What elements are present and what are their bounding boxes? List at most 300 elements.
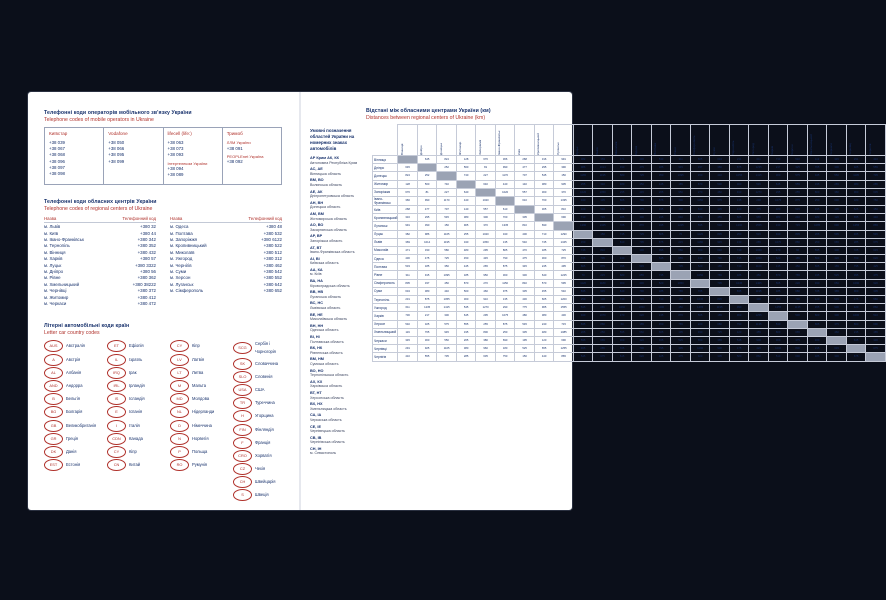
matrix-cell: 316: [534, 156, 554, 164]
country-code-badge: GB: [44, 420, 63, 432]
matrix-cell: 945: [807, 172, 827, 180]
matrix-cell: 824: [398, 172, 418, 180]
matrix-cell: 60: [612, 320, 632, 328]
matrix-cell: 1195: [710, 304, 730, 312]
matrix-cell: 305: [866, 287, 886, 295]
regional-codes-header: [44, 216, 156, 223]
matrix-cell: 380: [768, 214, 788, 222]
matrix-cell: 725: [846, 246, 866, 254]
region-name: Автономна Республіка Крим: [310, 160, 358, 165]
matrix-cell: 875: [495, 320, 515, 328]
matrix-cell: 300: [476, 214, 496, 222]
matrix-cell: 480: [768, 205, 788, 213]
plate-code: ВТ, НТ: [310, 390, 322, 395]
country-code-badge: M: [170, 380, 189, 392]
city-name: м. Чернігів: [170, 262, 192, 268]
matrix-cell: 135: [495, 238, 515, 246]
matrix-cell: 790: [788, 296, 808, 304]
country-code-badge: GR: [44, 433, 63, 445]
plate-legend-item: [310, 413, 366, 422]
matrix-cell: 557: [476, 205, 496, 213]
matrix-cell: 835: [710, 296, 730, 304]
matrix-cell: 217: [417, 312, 437, 320]
matrix-cell: 545: [534, 172, 554, 180]
list-item: [233, 489, 288, 501]
matrix-column-header: Житомир: [456, 125, 476, 156]
matrix-cell: 440: [534, 353, 554, 361]
matrix-cell: 1135: [749, 320, 769, 328]
plate-legend-item: [310, 402, 366, 411]
matrix-cell: 445: [651, 180, 671, 188]
matrix-cell: 340: [573, 196, 593, 205]
matrix-cell: 675: [866, 345, 886, 353]
plate-code: ВО, НО: [310, 368, 324, 373]
country-code-badge: N: [170, 433, 189, 445]
country-name: Чехія: [255, 466, 266, 472]
matrix-cell: 485: [866, 328, 886, 336]
country-name: Кіпр: [129, 448, 137, 454]
matrix-cell: [398, 156, 418, 164]
matrix-cell: 215: [671, 238, 691, 246]
list-item: [233, 397, 288, 409]
country-name: Молдова: [192, 396, 210, 402]
matrix-cell: 875: [651, 196, 671, 205]
matrix-cell: 655: [846, 214, 866, 222]
matrix-cell: 465: [573, 345, 593, 353]
matrix-cell: 575: [437, 320, 457, 328]
matrix-cell: 1335: [554, 196, 574, 205]
operator-code: +38 039: [49, 140, 65, 145]
plate-legend-item: [310, 290, 366, 299]
list-item: [170, 433, 225, 445]
country-code-badge: CZ: [233, 463, 252, 475]
region-name: Чернівецька область: [310, 429, 345, 434]
phone-code: +380 412: [137, 294, 156, 300]
matrix-cell: 925: [417, 345, 437, 353]
country-name: Кіпр: [192, 343, 200, 349]
city-name: м. Дніпро: [44, 268, 64, 274]
matrix-cell: 986: [417, 230, 437, 238]
region-name: Львівська область: [310, 306, 341, 311]
matrix-cell: 410: [866, 156, 886, 164]
region-name: Черкаська область: [310, 417, 342, 422]
matrix-cell: 795: [632, 238, 652, 246]
matrix-cell: 824: [437, 156, 457, 164]
matrix-cell: 870: [632, 222, 652, 230]
plate-legend-item: [310, 380, 366, 389]
matrix-cell: 70: [671, 230, 691, 238]
matrix-cell: 676: [398, 188, 418, 196]
matrix-cell: 330: [612, 164, 632, 172]
country-name: Хорватія: [255, 452, 272, 458]
matrix-cell: 790: [710, 255, 730, 263]
plate-code: ВЕ, НЕ: [310, 312, 323, 317]
matrix-cell: 525: [515, 345, 535, 353]
country-code-badge: CH: [233, 476, 252, 488]
matrix-cell: 130: [612, 255, 632, 263]
matrix-cell: 135: [768, 263, 788, 271]
city-name: м. Івано-Франківськ: [44, 236, 84, 242]
phone-code: +380 38222: [132, 281, 156, 287]
matrix-cell: 295: [768, 188, 788, 196]
matrix-cell: 1555: [749, 222, 769, 230]
matrix-cell: 665: [651, 328, 671, 336]
city-name: м. Чернівці: [44, 288, 67, 294]
matrix-cell: 390: [729, 304, 749, 312]
matrix-cell: 300: [768, 172, 788, 180]
table-row: [373, 296, 886, 304]
matrix-cell: 740: [437, 180, 457, 188]
matrix-cell: 1050: [749, 255, 769, 263]
matrix-cell: 765: [807, 164, 827, 172]
matrix-cell: 300: [534, 188, 554, 196]
matrix-cell: 455: [807, 304, 827, 312]
matrix-cell: 380: [534, 180, 554, 188]
matrix-cell: 300: [729, 180, 749, 188]
country-name: Ірландія: [129, 382, 145, 388]
matrix-cell: 676: [476, 156, 496, 164]
matrix-cell: 270: [690, 188, 710, 196]
plate-code: АА, КА: [310, 267, 323, 272]
matrix-cell: 620: [768, 255, 788, 263]
matrix-cell: 690: [827, 222, 847, 230]
country-code-badge: H: [233, 410, 252, 422]
plate-legend-item: [310, 201, 366, 210]
matrix-cell: 250: [807, 238, 827, 246]
plate-code: СЕ, ІЕ: [310, 424, 321, 429]
matrix-cell: 231: [398, 296, 418, 304]
matrix-cell: 470: [612, 205, 632, 213]
matrix-cell: 340: [495, 230, 515, 238]
matrix-cell: [417, 164, 437, 172]
matrix-cell: [456, 180, 476, 188]
matrix-cell: 865: [554, 353, 574, 361]
matrix-row-header: Запоріжжя: [373, 188, 398, 196]
matrix-cell: 545: [827, 296, 847, 304]
phone-code: +380 44: [140, 230, 156, 236]
matrix-cell: 1180: [690, 238, 710, 246]
country-name: Словенія: [255, 373, 273, 379]
matrix-cell: 195: [671, 328, 691, 336]
matrix-cell: 986: [573, 164, 593, 172]
matrix-cell: 81: [476, 164, 496, 172]
matrix-cell: 550: [437, 336, 457, 344]
matrix-cell: 480: [534, 328, 554, 336]
matrix-row-header: Чернівці: [373, 345, 398, 353]
matrix-row-header: Луганськ: [373, 222, 398, 230]
city-name: м. Львів: [44, 224, 61, 230]
matrix-cell: 707: [437, 205, 457, 213]
matrix-cell: 445: [456, 263, 476, 271]
matrix-cell: 540: [593, 205, 613, 213]
country-codes-column: [233, 340, 288, 502]
country-name: Андорра: [66, 382, 83, 388]
matrix-cell: 227: [437, 188, 457, 196]
matrix-cell: 765: [788, 271, 808, 279]
matrix-cell: 300: [437, 312, 457, 320]
matrix-cell: 520: [690, 263, 710, 271]
matrix-cell: 380: [846, 180, 866, 188]
matrix-cell: 745: [534, 238, 554, 246]
matrix-cell: 300: [534, 255, 554, 263]
matrix-cell: 605: [729, 214, 749, 222]
matrix-cell: 610: [515, 196, 535, 205]
matrix-cell: 515: [749, 230, 769, 238]
city-name: м. Ужгород: [170, 256, 193, 262]
matrix-cell: 255: [476, 320, 496, 328]
plate-legend-item: [310, 324, 366, 333]
country-name: Швеція: [255, 492, 269, 498]
phone-code: +380 352: [137, 243, 156, 249]
matrix-cell: 705: [710, 279, 730, 287]
matrix-cell: 740: [729, 263, 749, 271]
phone-code: +380 56: [140, 268, 156, 274]
matrix-cell: 960: [476, 345, 496, 353]
country-code-badge: TR: [233, 397, 252, 409]
country-code-badge: LT: [170, 367, 189, 379]
table-row: [373, 271, 886, 279]
matrix-cell: 185: [651, 164, 671, 172]
city-name: м. Тернопіль: [44, 243, 70, 249]
matrix-cell: 217: [768, 164, 788, 172]
matrix-cell: 135: [651, 312, 671, 320]
plate-legend-item: [310, 369, 366, 378]
matrix-cell: 1070: [768, 238, 788, 246]
country-code-badge: EST: [44, 459, 63, 471]
matrix-cell: 185: [710, 312, 730, 320]
country-codes-column: [170, 340, 225, 502]
matrix-cell: 165: [827, 263, 847, 271]
plate-legend-item: [310, 246, 366, 255]
matrix-cell: 565: [690, 312, 710, 320]
matrix-cell: 545: [632, 263, 652, 271]
matrix-column-header: Івано-Франківськ: [495, 125, 515, 156]
region-name: Хмельницька область: [310, 406, 347, 411]
matrix-cell: 595: [827, 230, 847, 238]
matrix-cell: 81: [417, 188, 437, 196]
matrix-row-header: Ужгород: [373, 304, 398, 312]
city-name: м. Суми: [170, 268, 187, 274]
matrix-cell: 725: [710, 328, 730, 336]
matrix-cell: 645: [398, 164, 418, 172]
distances-heading: [366, 108, 562, 125]
matrix-cell: [593, 238, 613, 246]
operator-code: +38 091: [226, 145, 243, 151]
matrix-cell: 227: [476, 172, 496, 180]
operator-column-vodafone: [104, 128, 163, 184]
matrix-cell: 595: [554, 279, 574, 287]
country-name: Нідерланди: [192, 409, 215, 415]
table-row: [373, 164, 886, 172]
matrix-cell: 220: [690, 320, 710, 328]
matrix-cell: 255: [573, 180, 593, 188]
matrix-cell: 240: [788, 214, 808, 222]
list-item: [44, 367, 99, 379]
matrix-cell: 595: [612, 328, 632, 336]
matrix-cell: 335: [710, 205, 730, 213]
matrix-cell: 1090: [690, 345, 710, 353]
list-item: [170, 420, 225, 432]
matrix-cell: 470: [768, 246, 788, 254]
plate-code: СА, ІА: [310, 413, 322, 418]
phone-code: +380 512: [263, 249, 282, 255]
matrix-cell: 285: [846, 238, 866, 246]
matrix-cell: 645: [417, 156, 437, 164]
matrix-cell: 570: [534, 279, 554, 287]
table-row: [373, 238, 886, 246]
matrix-cell: 710: [573, 214, 593, 222]
matrix-row-header: Суми: [373, 287, 398, 295]
matrix-cell: [534, 214, 554, 222]
matrix-cell: 655: [632, 271, 652, 279]
matrix-cell: 500: [710, 180, 730, 188]
matrix-cell: 725: [437, 255, 457, 263]
country-code-badge: RO: [170, 459, 189, 471]
matrix-corner: [373, 125, 398, 156]
matrix-cell: 450: [437, 279, 457, 287]
operator-column-kyivstar: [45, 128, 104, 184]
matrix-cell: 655: [534, 345, 554, 353]
distances-title-en: Distances between regional centers of Ukraine (km): [366, 115, 486, 121]
matrix-cell: 1225: [671, 222, 691, 230]
matrix-cell: 375: [788, 336, 808, 344]
matrix-cell: 330: [515, 271, 535, 279]
matrix-cell: 119: [807, 156, 827, 164]
matrix-cell: 445: [632, 188, 652, 196]
matrix-cell: 311: [398, 271, 418, 279]
list-item: [107, 446, 162, 458]
list-item: [44, 393, 99, 405]
matrix-cell: 875: [593, 263, 613, 271]
matrix-cell: 1270: [749, 188, 769, 196]
matrix-cell: 1255: [749, 312, 769, 320]
matrix-cell: 875: [788, 196, 808, 205]
matrix-cell: 615: [866, 246, 886, 254]
matrix-column-header: Вінниця: [398, 125, 418, 156]
plate-legend-item: [310, 223, 366, 232]
matrix-cell: 369: [398, 238, 418, 246]
matrix-column-header: Рівне: [671, 125, 691, 156]
phone-code: +380 532: [263, 230, 282, 236]
plate-code: ВМ, ВО: [310, 178, 324, 183]
matrix-cell: 135: [729, 196, 749, 205]
matrix-cell: 300: [827, 164, 847, 172]
matrix-cell: 390: [554, 164, 574, 172]
matrix-cell: 400: [515, 230, 535, 238]
phone-code: +380 552: [263, 275, 282, 281]
country-code-badge: AND: [44, 380, 63, 392]
country-name: Китай: [129, 462, 141, 468]
matrix-cell: 420: [749, 345, 769, 353]
country-name: Литва: [192, 369, 204, 375]
matrix-cell: 316: [398, 214, 418, 222]
list-item: [233, 371, 288, 383]
matrix-cell: 425: [866, 263, 886, 271]
matrix-cell: 715: [632, 296, 652, 304]
matrix-cell: 60: [788, 246, 808, 254]
matrix-cell: [729, 296, 749, 304]
matrix-cell: 900: [827, 304, 847, 312]
matrix-cell: 268: [398, 205, 418, 213]
matrix-cell: 940: [573, 312, 593, 320]
country-name: Туреччина: [255, 400, 275, 406]
matrix-cell: 1345: [554, 238, 574, 246]
matrix-cell: 650: [690, 336, 710, 344]
matrix-cell: 150: [866, 205, 886, 213]
plate-code: ВІ, НІ: [310, 335, 320, 339]
matrix-cell: 750: [866, 196, 886, 205]
list-item: [233, 358, 288, 370]
matrix-cell: 835: [710, 230, 730, 238]
matrix-cell: [807, 328, 827, 336]
matrix-cell: 135: [593, 196, 613, 205]
matrix-cell: 745: [593, 214, 613, 222]
matrix-cell: 345: [398, 336, 418, 344]
matrix-cell: 525: [671, 336, 691, 344]
operator-code: +38 094: [167, 166, 184, 172]
plate-legend-item: [310, 212, 366, 221]
matrix-cell: 1055: [437, 296, 457, 304]
country-code-badge: SLO: [233, 371, 252, 383]
matrix-cell: 380: [417, 287, 437, 295]
matrix-cell: 300: [827, 312, 847, 320]
city-name: м. Херсон: [170, 275, 191, 281]
matrix-cell: 365: [827, 287, 847, 295]
operator-code: +38 093: [167, 152, 184, 158]
matrix-cell: [554, 222, 574, 230]
col-header-name: Назва: [170, 215, 183, 221]
matrix-column-header: Сімферополь: [690, 125, 710, 156]
operator-code: +38 095: [108, 152, 125, 158]
plate-legend-item: [310, 425, 366, 434]
matrix-cell: 1200: [729, 222, 749, 230]
matrix-cell: 1050: [690, 271, 710, 279]
matrix-cell: 805: [398, 279, 418, 287]
matrix-cell: 945: [593, 287, 613, 295]
matrix-cell: 252: [437, 164, 457, 172]
matrix-cell: 680: [671, 246, 691, 254]
matrix-cell: 545: [456, 304, 476, 312]
plate-code: ВС, НС: [310, 301, 323, 306]
matrix-cell: 1020: [476, 230, 496, 238]
matrix-cell: 1270: [476, 304, 496, 312]
list-item: [233, 437, 288, 449]
matrix-cell: 380: [476, 336, 496, 344]
matrix-cell: 680: [710, 320, 730, 328]
country-name: Болгарія: [66, 409, 83, 415]
matrix-cell: 545: [437, 214, 457, 222]
matrix-cell: 337: [417, 279, 437, 287]
list-item: [44, 406, 99, 418]
operator-name: Vodafone: [108, 131, 128, 136]
matrix-cell: 305: [515, 214, 535, 222]
matrix-cell: 530: [768, 320, 788, 328]
operator-column-trimob: [223, 128, 281, 184]
matrix-cell: 515: [573, 304, 593, 312]
matrix-cell: 366: [398, 196, 418, 205]
country-code-badge: P: [170, 446, 189, 458]
matrix-cell: 725: [807, 287, 827, 295]
matrix-cell: 420: [827, 255, 847, 263]
region-name: Миколаївська область: [310, 317, 348, 322]
matrix-cell: 1090: [846, 279, 866, 287]
matrix-cell: 471: [398, 246, 418, 254]
mobile-codes-title-en: Telephone codes of mobile operators in Ukraine: [44, 117, 154, 123]
matrix-cell: 1045: [690, 296, 710, 304]
city-name: м. Кропивницький: [170, 243, 207, 249]
matrix-cell: 465: [846, 230, 866, 238]
matrix-cell: 185: [632, 320, 652, 328]
